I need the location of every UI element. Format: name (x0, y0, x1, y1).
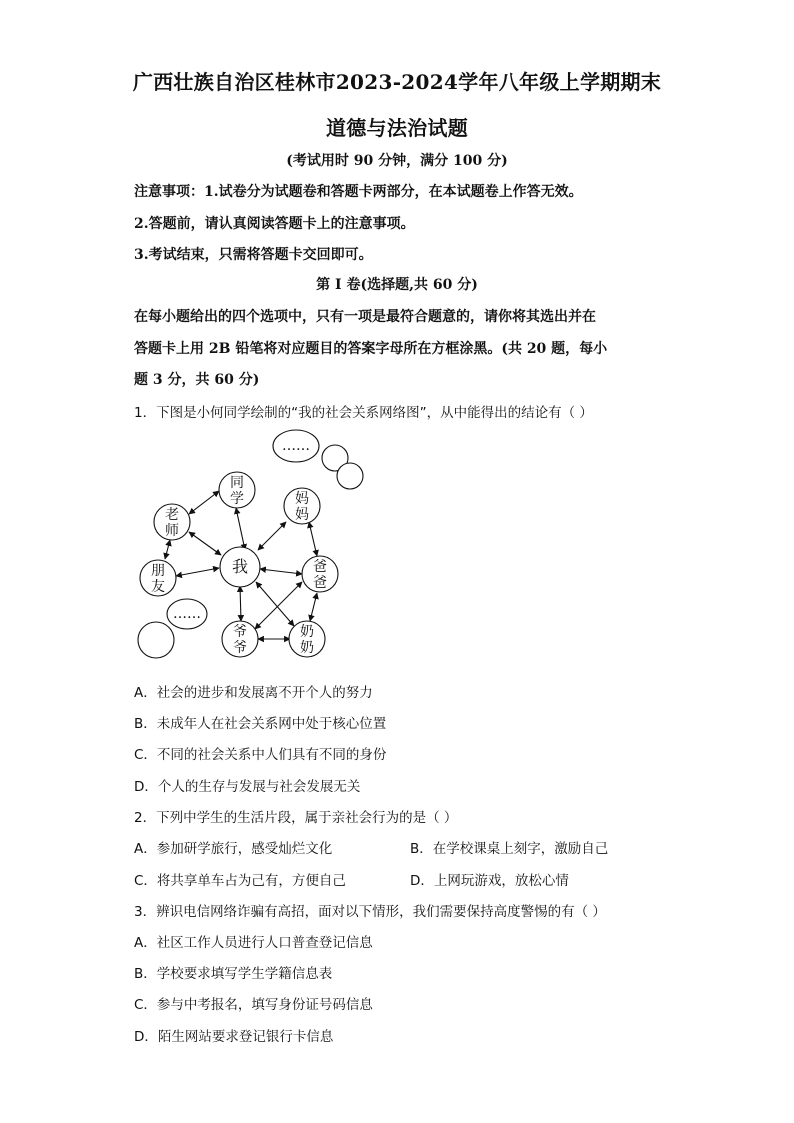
question-1-option-b: B．未成年人在社会关系网中处于核心位置 (134, 716, 387, 732)
question-3-option-b: B．学校要求填写学生学籍信息表 (134, 966, 333, 982)
edge-friend-teacher (165, 540, 170, 559)
label-classmate-2: 学 (230, 491, 244, 507)
question-2-option-a: A．参加研学旅行，感受灿烂文化 (134, 841, 333, 857)
notes-line-3: 3.考试结束，只需将答题卡交回即可。 (134, 247, 373, 263)
section-instruction-2: 答题卡上用 2B 铅笔将对应题目的答案字母所在方框涂黑。(共 20 题，每小 (134, 341, 608, 357)
edge-me-friend (176, 568, 219, 576)
section-instruction-3: 题 3 分，共 60 分) (134, 372, 260, 388)
label-friend-1: 朋 (151, 563, 165, 579)
question-3-option-c: C．参与中考报名，填写身份证号码信息 (134, 997, 373, 1013)
label-dad-1: 爸 (313, 559, 327, 575)
question-3-stem: 3．辨识电信网络诈骗有高招，面对以下情形，我们需要保持高度警惕的有（ ） (134, 904, 606, 920)
label-mom-2: 妈 (295, 507, 309, 523)
notes-line-1: 注意事项：1.试卷分为试题卷和答题卡两部分，在本试题卷上作答无效。 (134, 184, 583, 200)
question-2-option-d: D．上网玩游戏，放松心情 (410, 873, 569, 889)
exam-title-line1: 广西壮族自治区桂林市2023-2024学年八年级上学期期末 (132, 70, 662, 94)
question-1-option-d: D．个人的生存与发展与社会发展无关 (134, 779, 361, 795)
label-classmate-1: 同 (230, 475, 244, 491)
edge-me-classmate (236, 508, 245, 550)
node-blank-left (138, 622, 174, 658)
label-ellipsis-top: …… (282, 438, 310, 454)
edge-me-grandma (256, 582, 294, 626)
edge-me-grandpa (240, 586, 241, 621)
question-1-option-c: C．不同的社会关系中人们具有不同的身份 (134, 747, 387, 763)
edge-mom-dad (309, 522, 317, 556)
label-grandpa-2: 爷 (233, 640, 247, 656)
label-me: 我 (231, 557, 249, 576)
edge-teacher-classmate (189, 491, 219, 514)
label-friend-2: 友 (151, 579, 165, 595)
notes-line-2: 2.答题前，请认真阅读答题卡上的注意事项。 (134, 216, 415, 232)
label-dad-2: 爸 (313, 575, 327, 591)
edge-me-mom (258, 522, 286, 550)
section-title: 第 I 卷(选择题,共 60 分) (316, 277, 478, 293)
section-instruction-1: 在每小题给出的四个选项中，只有一项是最符合题意的，请你将其选出并在 (134, 309, 596, 325)
question-2-option-b: B．在学校课桌上刻字，激励自己 (410, 841, 609, 857)
label-teacher-2: 师 (165, 523, 179, 539)
question-3-option-d: D．陌生网站要求登记银行卡信息 (134, 1029, 334, 1045)
social-network-diagram (130, 425, 370, 665)
question-1-stem: 1．下图是小何同学绘制的“我的社会关系网络图”，从中能得出的结论有（ ） (134, 405, 593, 421)
exam-title-line2: 道德与法治试题 (325, 116, 469, 140)
question-1-option-a: A．社会的进步和发展离不开个人的努力 (134, 685, 373, 701)
edge-me-dad (260, 569, 302, 574)
edge-dad-grandma (310, 593, 317, 621)
label-teacher-1: 老 (165, 507, 179, 523)
label-mom-1: 妈 (295, 491, 309, 507)
question-2-option-c: C．将共享单车占为己有，方便自己 (134, 873, 346, 889)
label-grandpa-1: 爷 (233, 624, 247, 640)
question-3-option-a: A．社区工作人员进行人口普查登记信息 (134, 935, 373, 951)
label-ellipsis-left: …… (173, 606, 201, 622)
edge-me-teacher (189, 532, 221, 555)
label-grandma-1: 奶 (300, 624, 314, 640)
question-2-stem: 2．下列中学生的生活片段，属于亲社会行为的是（ ） (134, 810, 458, 826)
exam-info: (考试用时 90 分钟，满分 100 分) (286, 153, 508, 169)
label-grandma-2: 奶 (300, 640, 314, 656)
node-blank-top-2 (337, 463, 363, 489)
